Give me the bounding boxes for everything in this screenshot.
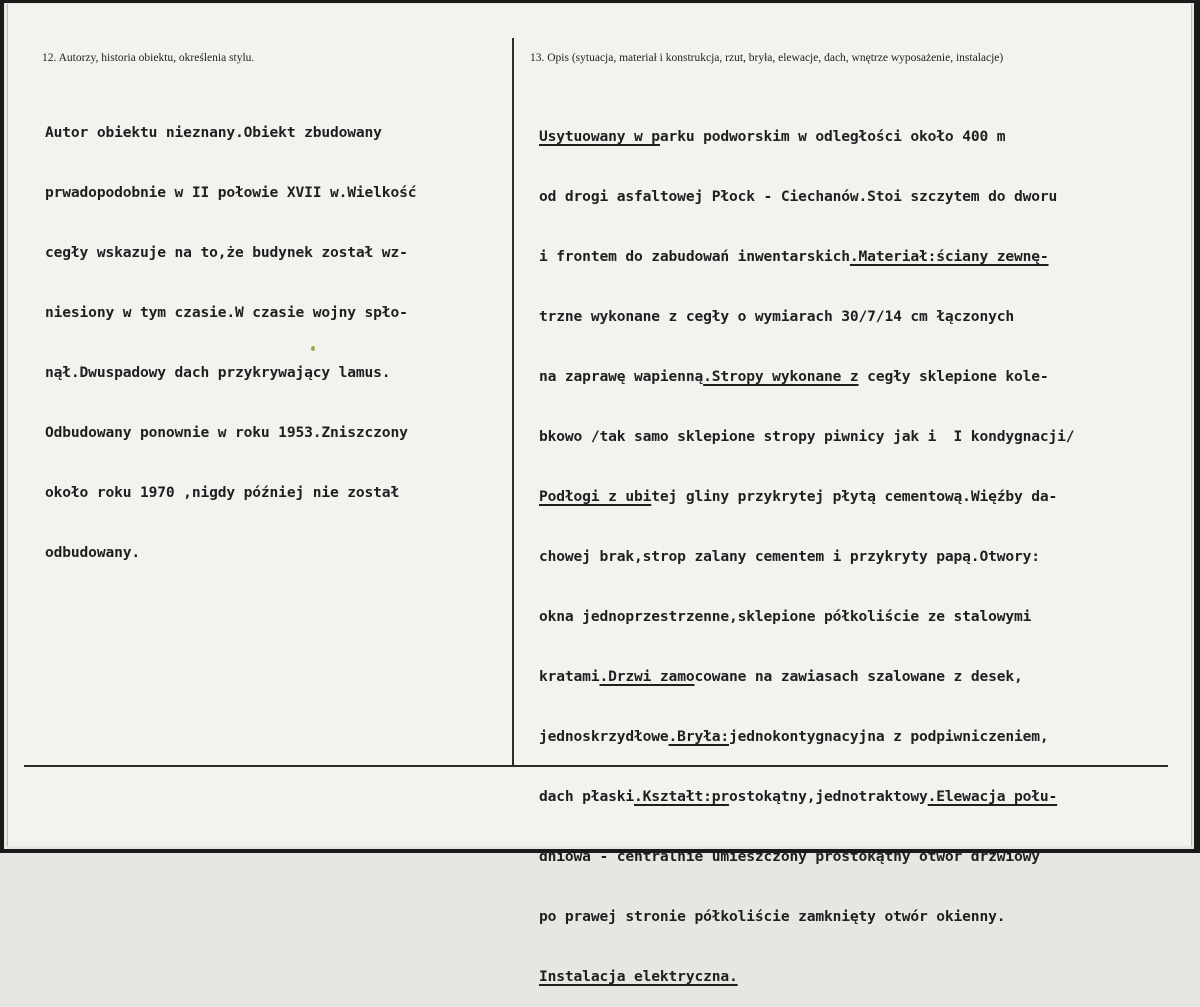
scan-border-right (1194, 0, 1200, 853)
history-line: cegły wskazuje na to,że budynek został wz- (45, 240, 416, 266)
description-line: okna jednoprzestrzenne,sklepione półkoliście ze stalowymi (539, 604, 1074, 630)
history-line: odbudowany. (45, 540, 416, 566)
history-line: niesiony w tym czasie.W czasie wojny spło- (45, 300, 416, 326)
scan-border-left (0, 0, 4, 853)
history-line: nął.Dwuspadowy dach przykrywający lamus. (45, 360, 416, 386)
history-line: prwadopodobnie w II połowie XVII w.Wielkość (45, 180, 416, 206)
underlined-phrase: .Stropy wykonane z (703, 368, 858, 385)
description-line: od drogi asfaltowej Płock - Ciechanów.Stoi szczytem do dworu (539, 184, 1074, 210)
history-line: Odbudowany ponownie w roku 1953.Zniszczony (45, 420, 416, 446)
underlined-phrase: .Drzwi zamo (599, 668, 694, 685)
description-line: jednoskrzydłowe.Bryła:jednokontygnacyjna z podpiwniczeniem, (539, 724, 1074, 750)
underlined-phrase: .Materiał:ściany zewnę- (850, 248, 1049, 265)
description-line: chowej brak,strop zalany cementem i przykryty papą.Otwory: (539, 544, 1074, 570)
section-12-heading: 12. Autorzy, historia obiektu, określenia stylu. (42, 52, 254, 64)
history-line: około roku 1970 ,nigdy później nie został (45, 480, 416, 506)
underlined-phrase: .Elewacja połu- (928, 788, 1058, 805)
scan-border-top (0, 0, 1200, 3)
description-line: na zaprawę wapienną.Stropy wykonane z cegły sklepione kole- (539, 364, 1074, 390)
description-line: dniowa - centralnie umieszczony prostokątny otwór drzwiowy (539, 844, 1074, 870)
description-line (539, 964, 1074, 990)
description-line: Podłogi z ubitej gliny przykrytej płytą cementową.Więźby da- (539, 484, 1074, 510)
ink-smudge (311, 346, 315, 351)
column-divider (512, 38, 514, 766)
description-line: kratami.Drzwi zamocowane na zawiasach szalowane z desek, (539, 664, 1074, 690)
underlined-phrase: Instalacja elektryczna. (539, 968, 738, 985)
history-line: Autor obiektu nieznany.Obiekt zbudowany (45, 120, 416, 146)
underlined-phrase: .Kształt:pr (634, 788, 729, 805)
description-line: po prawej stronie półkoliście zamknięty otwór okienny. (539, 904, 1074, 930)
description-text (539, 90, 1074, 1007)
underlined-phrase: Podłogi z ubi (539, 488, 651, 505)
description-line: trzne wykonane z cegły o wymiarach 30/7/14 cm łączonych (539, 304, 1074, 330)
history-text (45, 86, 416, 583)
underlined-phrase: .Bryła: (669, 728, 729, 745)
description-line: bkowo /tak samo sklepione stropy piwnicy jak i I kondygnacji/ (539, 424, 1074, 450)
description-line: i frontem do zabudowań inwentarskich.Materiał:ściany zewnę- (539, 244, 1074, 270)
underlined-phrase: Usytuowany w p (539, 128, 660, 145)
description-line: Usytuowany w parku podworskim w odległości około 400 m (539, 124, 1074, 150)
description-line: dach płaski.Kształt:prostokątny,jednotraktowy.Elewacja połu- (539, 784, 1074, 810)
section-13-heading: 13. Opis (sytuacja, materiał i konstrukcja, rzut, bryła, elewacje, dach, wnętrze wyposażenie, instalacje) (530, 52, 1003, 64)
